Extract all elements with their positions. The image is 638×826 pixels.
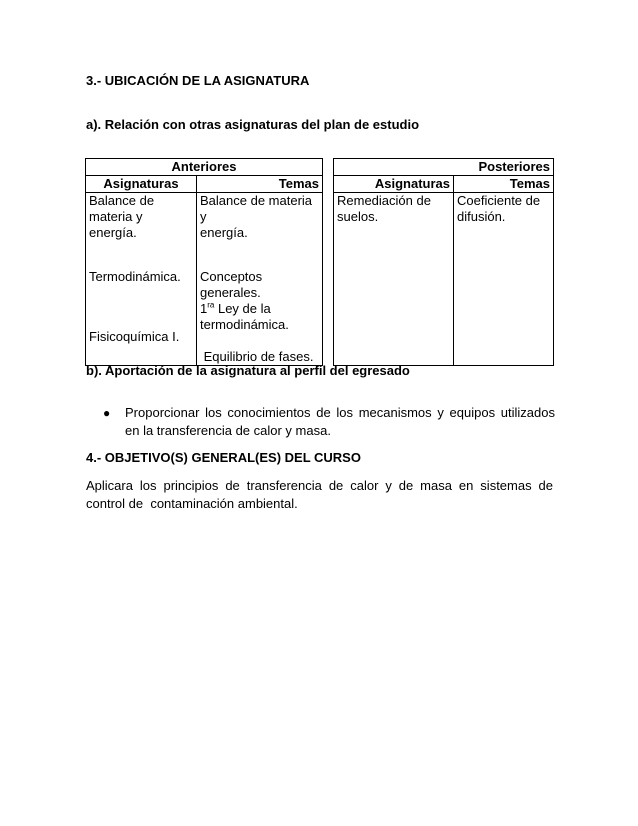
list-item <box>103 404 555 440</box>
posteriores-col-asignaturas: Asignaturas <box>334 176 454 193</box>
tema-balance-line1: Balance de materia y <box>200 193 313 224</box>
posteriores-col-temas: Temas <box>454 176 554 193</box>
anteriores-temas-cell <box>197 193 323 366</box>
tema-coeficiente-line1: Coeficiente de <box>457 193 541 208</box>
anteriores-table <box>85 158 323 366</box>
posteriores-temas-cell <box>454 193 554 366</box>
tema-ley-number: 1 <box>200 301 208 316</box>
tema-ley-text: Ley de la <box>214 301 271 316</box>
posteriores-header: Posteriores <box>334 159 554 176</box>
tema-ley-superscript: ra <box>207 300 215 310</box>
asignatura-balance-line2: materia y energía. <box>89 209 143 240</box>
bullet-text: Proporcionar los conocimientos de los mecanismos y equipos utilizados en la transferencia de calor y masa. <box>125 405 555 438</box>
asignatura-remediacion-line2: suelos. <box>337 209 379 224</box>
asignatura-remediacion-line1: Remediación de <box>337 193 431 208</box>
anteriores-asignaturas-cell <box>86 193 197 366</box>
tema-balance-line2: energía. <box>200 225 248 240</box>
anteriores-col-asignaturas: Asignaturas <box>86 176 197 193</box>
asignatura-fisicoquimica: Fisicoquímica I. <box>89 329 180 344</box>
posteriores-table <box>333 158 554 366</box>
tema-termodinamica-line: termodinámica. <box>200 317 289 332</box>
anteriores-col-temas: Temas <box>197 176 323 193</box>
section-4-title: 4.- OBJETIVO(S) GENERAL(ES) DEL CURSO <box>86 450 361 465</box>
section-a-title: a). Relación con otras asignaturas del plan de estudio <box>86 117 420 132</box>
bullet-icon: ● <box>103 406 111 420</box>
asignatura-termodinamica: Termodinámica. <box>89 269 181 284</box>
section-3-title: 3.- UBICACIÓN DE LA ASIGNATURA <box>86 73 310 88</box>
tema-ley-line <box>200 301 319 317</box>
posteriores-asignaturas-cell <box>334 193 454 366</box>
tema-conceptos-line2: generales. <box>200 285 261 300</box>
anteriores-header: Anteriores <box>86 159 323 176</box>
section-4-text: Aplicara los principios de transferencia de calor y de masa en sistemas de control de contaminación ambiental. <box>86 478 557 511</box>
section-b-title: b). Aportación de la asignatura al perfil del egresado <box>86 363 410 378</box>
tema-conceptos-line1: Conceptos <box>200 269 263 284</box>
asignatura-balance-line1: Balance de <box>89 193 155 208</box>
tema-equilibrio: Equilibrio de fases. <box>200 349 314 364</box>
tema-coeficiente-line2: difusión. <box>457 209 506 224</box>
